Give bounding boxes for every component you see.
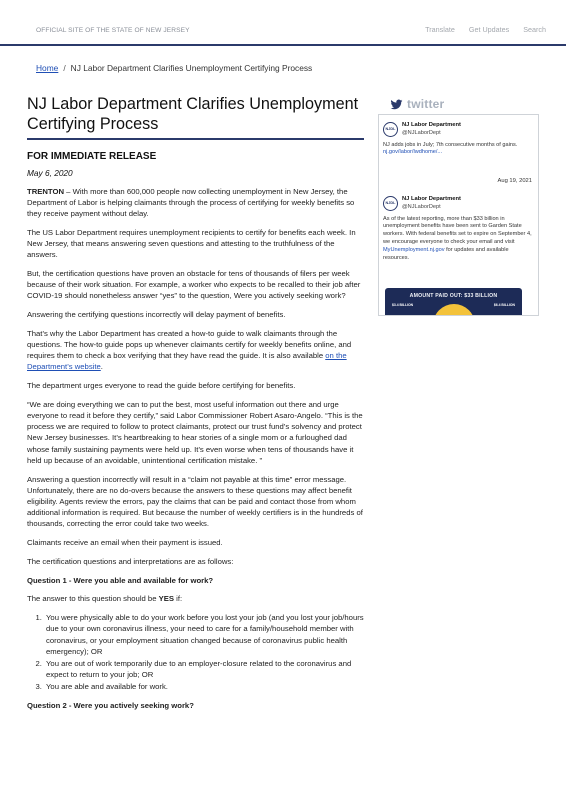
question-1-answer: The answer to this question should be YES if:	[27, 594, 183, 604]
breadcrumb-home-link[interactable]: Home	[36, 63, 59, 73]
header-links	[425, 25, 546, 34]
question-2-heading: Question 2 - Were you actively seeking work?	[27, 700, 194, 710]
tweet-text: NJ adds jobs in July; 7th consecutive months of gains. nj.gov/labor/lwdhome/...	[383, 141, 518, 156]
tweet-link[interactable]: MyUnemployment.nj.gov	[383, 246, 445, 253]
article-body	[27, 186, 364, 711]
article	[27, 94, 364, 719]
tweet[interactable]	[383, 196, 535, 262]
tweet-image[interactable]	[385, 288, 522, 316]
department-website-link[interactable]: on the Department’s website	[27, 351, 347, 372]
official-site-label: OFFICIAL SITE OF THE STATE OF NEW JERSEY	[36, 27, 190, 34]
list-item: 3. You are able and available for work.	[44, 681, 364, 692]
twitter-bird-icon	[390, 98, 403, 111]
tweet-author-handle[interactable]: @NJLaborDept	[402, 203, 441, 210]
paragraph: But, the certification questions have proven an obstacle for tens of thousands of filers per week because of their work situation. For example, a worker who expects to be recalled to their job after COVID-19 should nonetheless answer “yes” to the question, Were you actively seeking work?	[27, 269, 361, 301]
tweet-author-handle[interactable]: @NJLaborDept	[402, 129, 441, 136]
site-header	[0, 0, 566, 46]
avatar[interactable]: NJDL	[383, 196, 398, 211]
question-1-heading: Question 1 - Were you able and available for work?	[27, 575, 214, 585]
paragraph: Claimants receive an email when their payment is issued.	[27, 537, 223, 547]
tweet[interactable]	[383, 122, 535, 157]
tweet-image-figure-right: $6.4 BILLION	[493, 303, 515, 307]
question-1-conditions	[44, 612, 364, 692]
twitter-header	[390, 97, 444, 111]
dateline: TRENTON	[27, 187, 65, 196]
twitter-timeline[interactable]	[378, 114, 539, 316]
paragraph: The department urges everyone to read the guide before certifying for benefits.	[27, 381, 296, 391]
release-date: May 6, 2020	[27, 168, 73, 178]
paragraph: That’s why the Labor Department has created a how-to guide to walk claimants through the questions. The how-to guide pops up whenever claimants certify for weekly benefits online, and requires them to check a box verifying that they have read the guide. It is also available on the Department’s website.	[27, 329, 352, 372]
breadcrumb-current: NJ Labor Department Clarifies Unemployment Certifying Process	[70, 63, 313, 73]
list-item: 1. You were physically able to do your work before you lost your job (and you lost your job/hours due to your own coronavirus illness, your need to care for a family/household member with coronavirus, or your employment situation changed because of coronavirus public health emergency); OR	[44, 612, 364, 656]
paragraph: TRENTON – With more than 600,000 people now collecting unemployment in New Jersey, the Department of Labor is helping claimants through the process of certifying for weekly benefits so they receive payment without delay.	[27, 187, 355, 219]
tweet-image-figure-left: $3.4 BILLION	[392, 303, 414, 307]
get-updates-link[interactable]: Get Updates	[468, 25, 510, 34]
tweet-image-title: AMOUNT PAID OUT: $33 BILLION	[409, 293, 498, 299]
tweet-author-name[interactable]: NJ Labor Department	[402, 122, 461, 128]
page-title: NJ Labor Department Clarifies Unemployment Certifying Process	[27, 94, 364, 140]
paragraph: Answering the certifying questions incorrectly will delay payment of benefits.	[27, 310, 286, 320]
tweet-text: As of the latest reporting, more than $33 billion in unemployment benefits have been sent to Garden State workers. With federal benefits set to expire on September 4, we encourage everyone to check your email and visit MyUnemployment.nj.gov for updates and available resources.	[383, 215, 532, 261]
tweet-date[interactable]: Aug 19, 2021	[497, 178, 532, 184]
release-label: FOR IMMEDIATE RELEASE	[27, 151, 157, 162]
paragraph: The certification questions and interpretations are as follows:	[27, 556, 234, 566]
paragraph: Answering a question incorrectly will result in a “claim not payable at this time” error message. Unfortunately, there are no do-overs because the answers to these questions may affect benefit eligibility. Agents review the errors, pay the claims that can be paid and contact those from whom additional information is required. But because the number of weekly certifiers is in the hundreds of thousands, correcting the error could take two weeks.	[27, 474, 363, 528]
search-link[interactable]: Search	[523, 25, 546, 34]
twitter-label: twitter	[407, 97, 445, 111]
tweet-link[interactable]: nj.gov/labor/lwdhome/...	[383, 149, 443, 156]
paragraph: The US Labor Department requires unemployment recipients to certify for benefits each week. In New Jersey, that means answering seven questions and attesting to the truthfulness of the answers.	[27, 228, 356, 260]
breadcrumb: Home / NJ Labor Department Clarifies Unemployment Certifying Process	[36, 63, 313, 73]
tweet-image-pie-graphic	[433, 304, 475, 316]
tweet-author-name[interactable]: NJ Labor Department	[402, 196, 461, 202]
avatar[interactable]: NJDL	[383, 122, 398, 137]
quote-paragraph: “We are doing everything we can to put the best, most useful information out there and urge everyone to read it before they certify,” said Labor Commissioner Robert Asaro-Angelo. “This is the process we are required to follow to protect claimants, protect our trust fund’s solvency and protect New Jersey businesses. It’s heartbreaking to hear stories of a single mom or a furloughed dad whose family sustaining payments were held up. It’s even worse when tens of thousands have it held up because of an avoidable, unintentional certification mistake. ”	[27, 400, 363, 465]
list-item: 2. You are out of work temporarily due to an employer-closure related to the coronavirus and expect to return to your job; OR	[44, 658, 364, 680]
translate-link[interactable]: Translate	[425, 25, 455, 34]
